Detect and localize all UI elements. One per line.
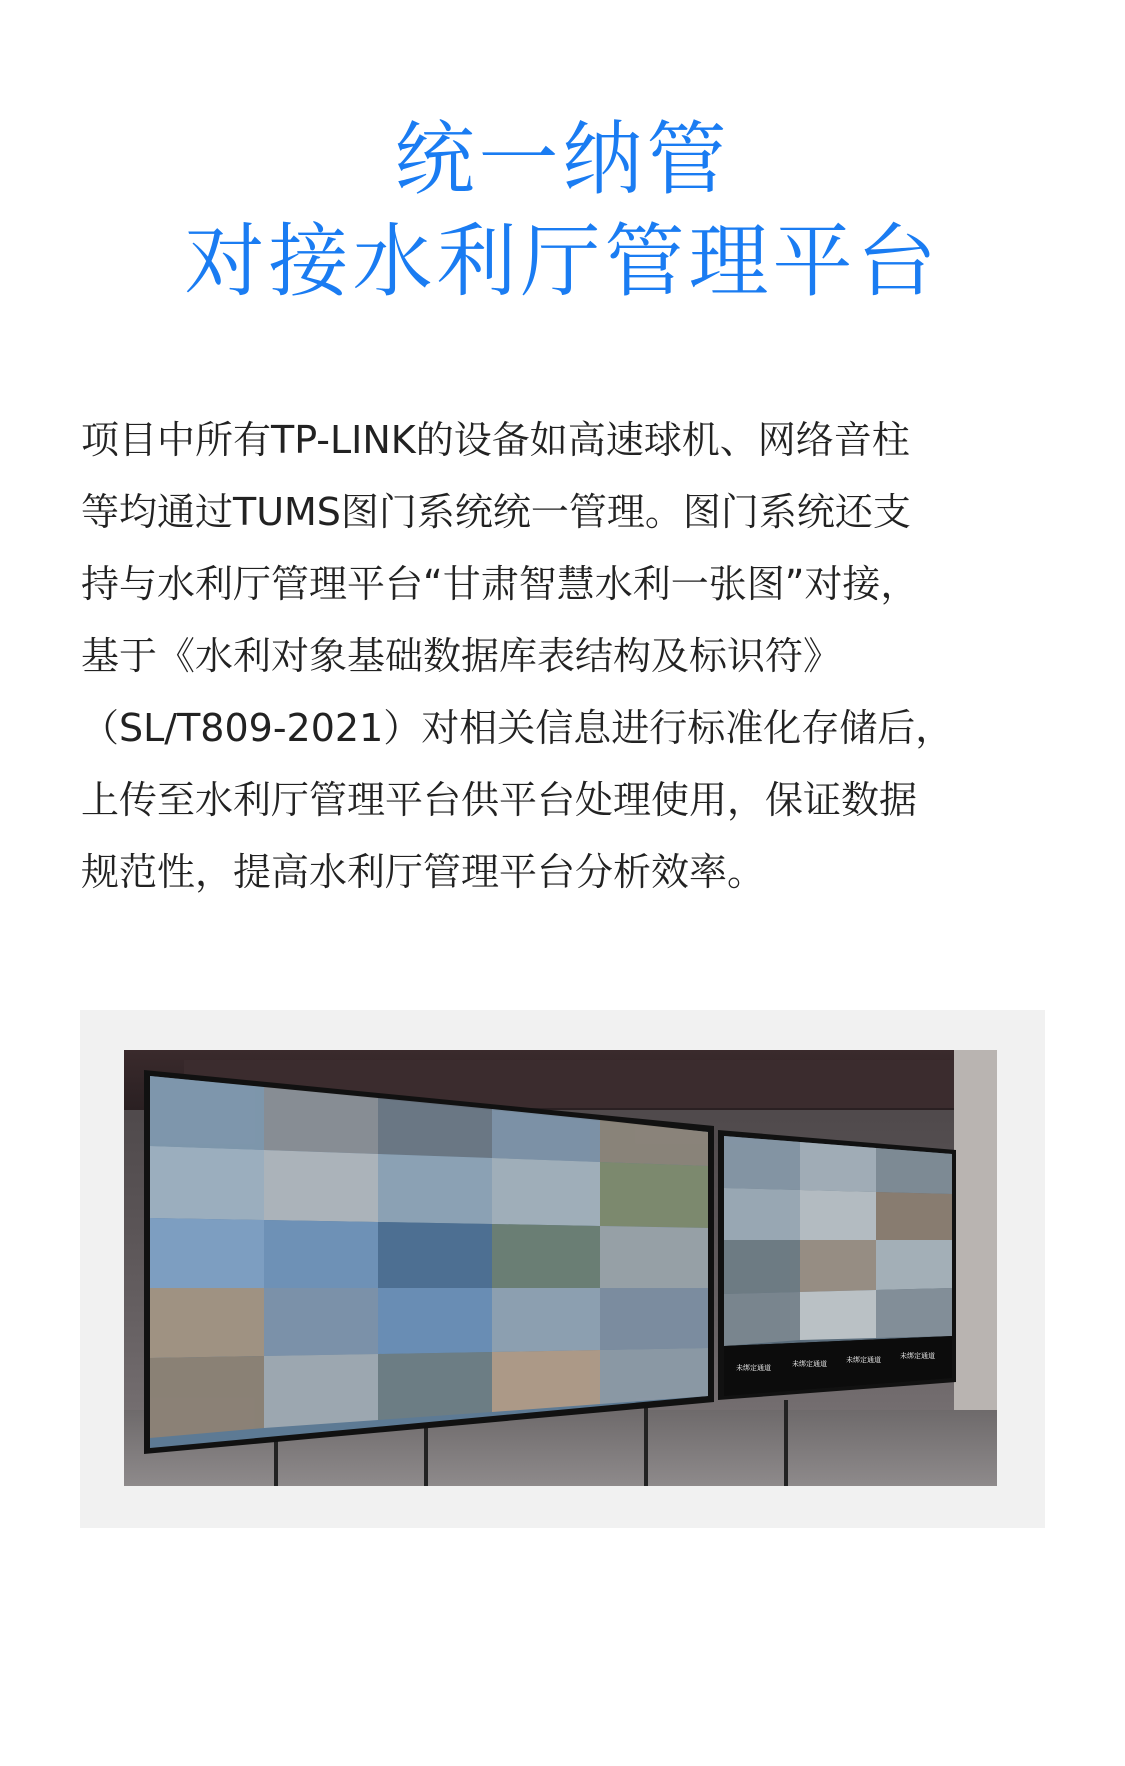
title-line-2: 对接水利厅管理平台 — [184, 215, 941, 308]
photo-frame — [80, 1010, 1045, 1528]
wall-label: 未绑定通道 — [736, 1364, 771, 1372]
title-line-1: 统一纳管 — [394, 113, 731, 206]
body-line: 等均通过TUMS图门系统统一管理。图门系统还支 — [81, 490, 911, 534]
body-line: 基于《水利对象基础数据库表结构及标识符》 — [81, 634, 842, 678]
body-line: 规范性，提高水利厅管理平台分析效率。 — [81, 850, 766, 894]
body-line: 持与水利厅管理平台“甘肃智慧水利一张图”对接， — [81, 562, 919, 606]
wall-label: 未绑定通道 — [846, 1356, 881, 1364]
body-paragraph — [81, 404, 1051, 908]
body-line: 项目中所有TP-LINK的设备如高速球机、网络音柱 — [81, 418, 910, 462]
video-wall-photo — [124, 1050, 997, 1486]
wall-label: 未绑定通道 — [792, 1360, 827, 1368]
body-line: 上传至水利厅管理平台供平台处理使用，保证数据 — [81, 778, 918, 822]
wall-label: 未绑定通道 — [900, 1352, 935, 1360]
body-line: （SL/T809-2021）对相关信息进行标准化存储后， — [81, 706, 954, 750]
